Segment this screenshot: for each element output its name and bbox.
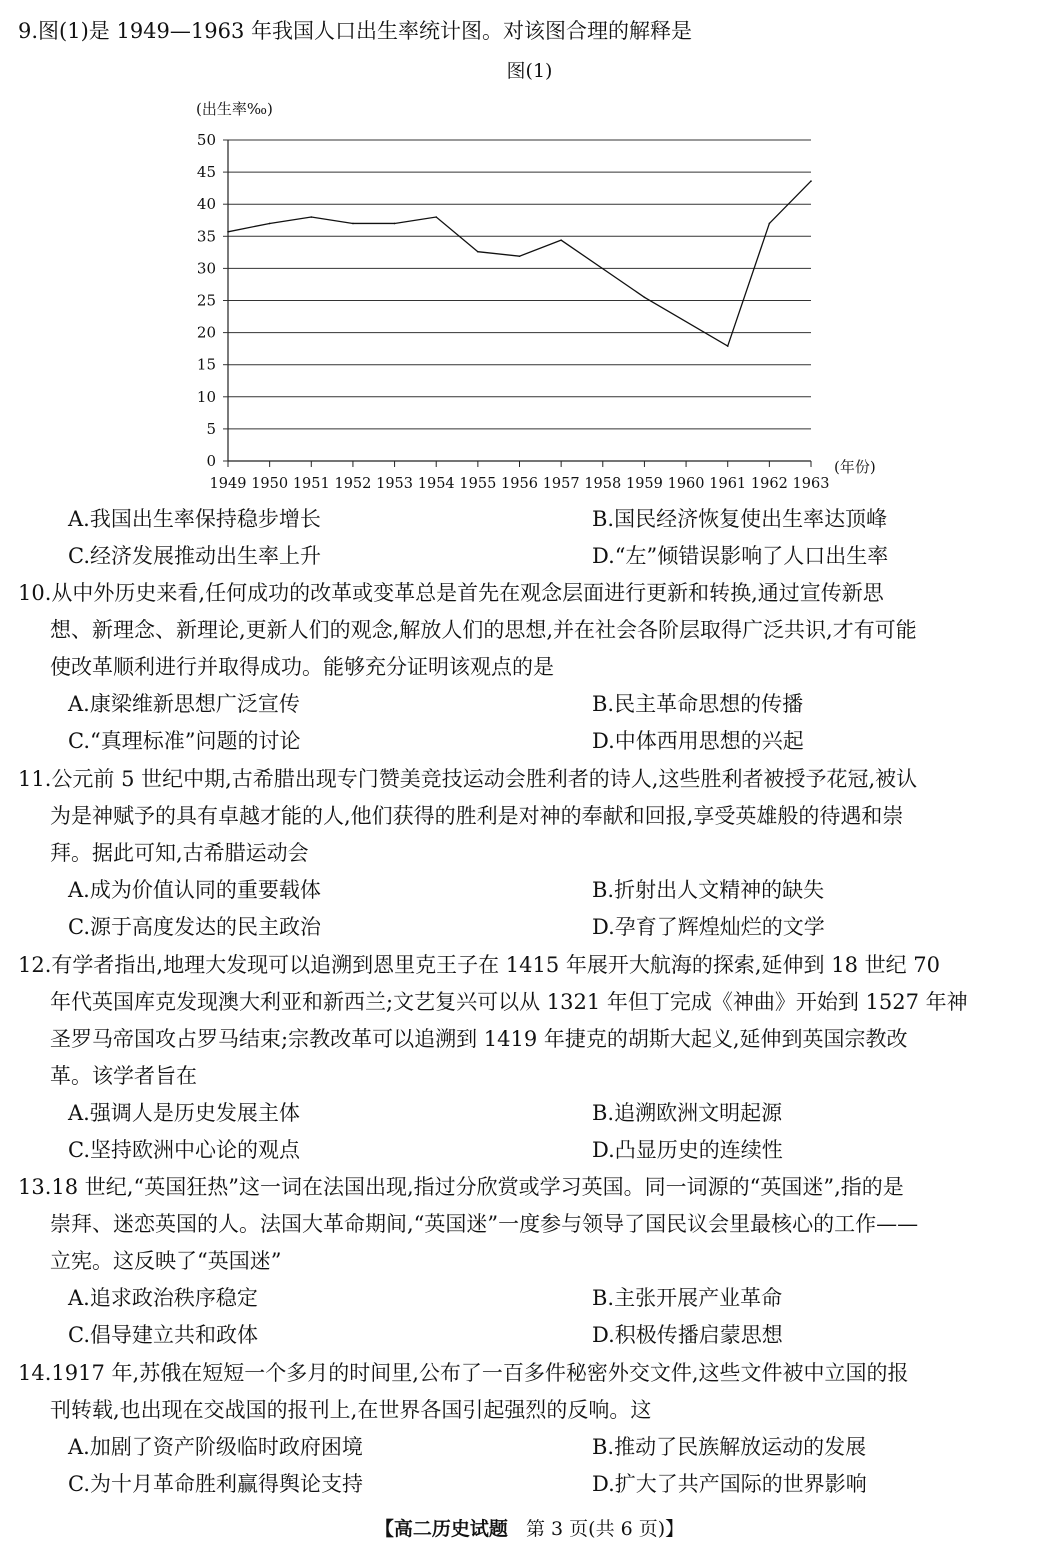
q14-stem-line-2: 刊转载,也出现在交战国的报刊上,在世界各国引起强烈的反响。这 [50, 1398, 652, 1422]
q10-option-b[interactable]: B.民主革命思想的传播 [592, 692, 804, 716]
figure-caption: 图(1) [506, 60, 553, 82]
q12-option-a[interactable]: A.强调人是历史发展主体 [68, 1101, 300, 1125]
q11-stem-line-3: 拜。据此可知,古希腊运动会 [50, 841, 309, 865]
data-point-1950 [269, 223, 271, 225]
q12-stem-line-1: 12.有学者指出,地理大发现可以追溯到恩里克王子在 1415 年展开大航海的探索,延伸到 18 世纪 70 [18, 953, 941, 977]
x-tick-label: 1958 [584, 476, 622, 492]
footer-page-number: 第 3 页(共 6 页)】 [525, 1518, 685, 1540]
q9-option-d[interactable]: D.“左”倾错误影响了人口出生率 [592, 544, 889, 568]
q13-option-b[interactable]: B.主张开展产业革命 [592, 1286, 783, 1310]
q14-option-b[interactable]: B.推动了民族解放运动的发展 [592, 1435, 867, 1459]
q10-option-a[interactable]: A.康梁维新思想广泛宣传 [68, 692, 300, 716]
y-tick-label: 30 [196, 259, 216, 278]
x-tick-label: 1949 [209, 476, 247, 492]
data-point-1949 [227, 231, 229, 233]
x-axis-label: (年份) [834, 458, 876, 476]
q12-stem-line-4: 革。该学者旨在 [50, 1064, 197, 1088]
y-tick-label: 5 [206, 419, 216, 438]
q11-option-c[interactable]: C.源于高度发达的民主政治 [68, 915, 321, 939]
data-point-1959 [644, 296, 646, 298]
q11-stem-line-1: 11.公元前 5 世纪中期,古希腊出现专门赞美竞技运动会胜利者的诗人,这些胜利者被授予花冠,被认 [18, 767, 918, 791]
q10-stem-line-2: 想、新理念、新理论,更新人们的观念,解放人们的思想,并在社会各阶层取得广泛共识,才有可能 [50, 618, 917, 642]
q13-option-a[interactable]: A.追求政治秩序稳定 [68, 1286, 258, 1310]
footer-title: 【高二历史试题 [374, 1518, 508, 1540]
q10-option-c[interactable]: C.“真理标准”问题的讨论 [68, 729, 301, 753]
y-tick-label: 35 [196, 227, 216, 246]
q10-stem-line-1: 10.从中外历史来看,任何成功的改革或变革总是首先在观念层面进行更新和转换,通过宣传新思 [18, 581, 884, 605]
x-tick-label: 1955 [459, 476, 497, 492]
q14-stem-line-1: 14.1917 年,苏俄在短短一个多月的时间里,公布了一百多件秘密外交文件,这些文件被中立国的报 [18, 1361, 909, 1385]
x-tick-label: 1953 [376, 476, 414, 492]
x-tick-label: 1951 [292, 476, 330, 492]
y-tick-label: 40 [196, 195, 216, 214]
q13-stem-line-3: 立宪。这反映了“英国迷” [50, 1249, 282, 1273]
data-point-1961 [727, 345, 729, 347]
q13-stem-line-2: 崇拜、迷恋英国的人。法国大革命期间,“英国迷”一度参与领导了国民议会里最核心的工作—— [50, 1212, 919, 1236]
x-tick-label: 1954 [417, 476, 455, 492]
data-point-1952 [352, 223, 354, 225]
x-tick-label: 1957 [542, 476, 580, 492]
y-tick-label: 20 [196, 323, 216, 342]
q9-option-c[interactable]: C.经济发展推动出生率上升 [68, 544, 321, 568]
y-tick-label: 50 [196, 131, 216, 149]
x-tick-label: 1963 [792, 476, 830, 492]
q14-option-a[interactable]: A.加剧了资产阶级临时政府困境 [68, 1435, 363, 1459]
y-tick-label: 10 [196, 387, 216, 406]
q13-option-d[interactable]: D.积极传播启蒙思想 [592, 1323, 783, 1347]
q12-stem-line-2: 年代英国库克发现澳大利亚和新西兰;文艺复兴可以从 1321 年但丁完成《神曲》开始到 1527 年神 [50, 990, 968, 1014]
y-tick-label: 0 [206, 452, 216, 470]
x-tick-label: 1956 [501, 476, 538, 492]
q12-stem-line-3: 圣罗马帝国攻占罗马结束;宗教改革可以追溯到 1419 年捷克的胡斯大起义,延伸到英国宗教改 [50, 1027, 908, 1051]
y-tick-label: 25 [196, 291, 216, 310]
y-tick-label: 45 [196, 163, 216, 182]
x-tick-label: 1962 [750, 476, 788, 492]
data-point-1956 [519, 255, 521, 257]
q11-option-b[interactable]: B.折射出人文精神的缺失 [592, 878, 825, 902]
x-tick-label: 1950 [251, 476, 289, 492]
birth-rate-line-chart [0, 92, 1059, 512]
q13-option-c[interactable]: C.倡导建立共和政体 [68, 1323, 258, 1347]
x-tick-label: 1959 [625, 476, 663, 492]
q14-option-d[interactable]: D.扩大了共产国际的世界影响 [592, 1472, 867, 1496]
x-tick-label: 1961 [709, 476, 747, 492]
q13-stem-line-1: 13.18 世纪,“英国狂热”这一词在法国出现,指过分欣赏或学习英国。同一词源的“英国迷”,指的是 [18, 1175, 904, 1199]
q9-option-b[interactable]: B.国民经济恢复使出生率达顶峰 [592, 507, 888, 531]
birth-rate-series-line [228, 181, 811, 346]
y-axis-label: (出生率‰) [196, 100, 273, 118]
x-tick-label: 1960 [667, 476, 705, 492]
data-point-1953 [394, 223, 396, 225]
q9-stem: 9.图(1)是 1949—1963 年我国人口出生率统计图。对该图合理的解释是 [18, 19, 693, 43]
data-point-1955 [477, 251, 479, 253]
q14-option-c[interactable]: C.为十月革命胜利赢得舆论支持 [68, 1472, 363, 1496]
q12-option-b[interactable]: B.追溯欧洲文明起源 [592, 1101, 783, 1125]
q11-option-a[interactable]: A.成为价值认同的重要载体 [68, 878, 321, 902]
q12-option-c[interactable]: C.坚持欧洲中心论的观点 [68, 1138, 300, 1162]
x-tick-label: 1952 [334, 476, 372, 492]
data-point-1963 [810, 180, 812, 182]
q10-stem-line-3: 使改革顺利进行并取得成功。能够充分证明该观点的是 [50, 655, 554, 679]
q12-option-d[interactable]: D.凸显历史的连续性 [592, 1138, 783, 1162]
data-point-1962 [769, 223, 771, 225]
data-point-1951 [310, 216, 312, 218]
q10-option-d[interactable]: D.中体西用思想的兴起 [592, 729, 804, 753]
q11-stem-line-2: 为是神赋予的具有卓越才能的人,他们获得的胜利是对神的奉献和回报,享受英雄般的待遇和崇 [50, 804, 904, 828]
q11-option-d[interactable]: D.孕育了辉煌灿烂的文学 [592, 915, 825, 939]
page-footer [0, 1514, 1059, 1541]
y-tick-label: 15 [196, 355, 216, 374]
data-point-1957 [560, 239, 562, 241]
q9-option-a[interactable]: A.我国出生率保持稳步增长 [68, 507, 321, 531]
data-point-1954 [435, 216, 437, 218]
